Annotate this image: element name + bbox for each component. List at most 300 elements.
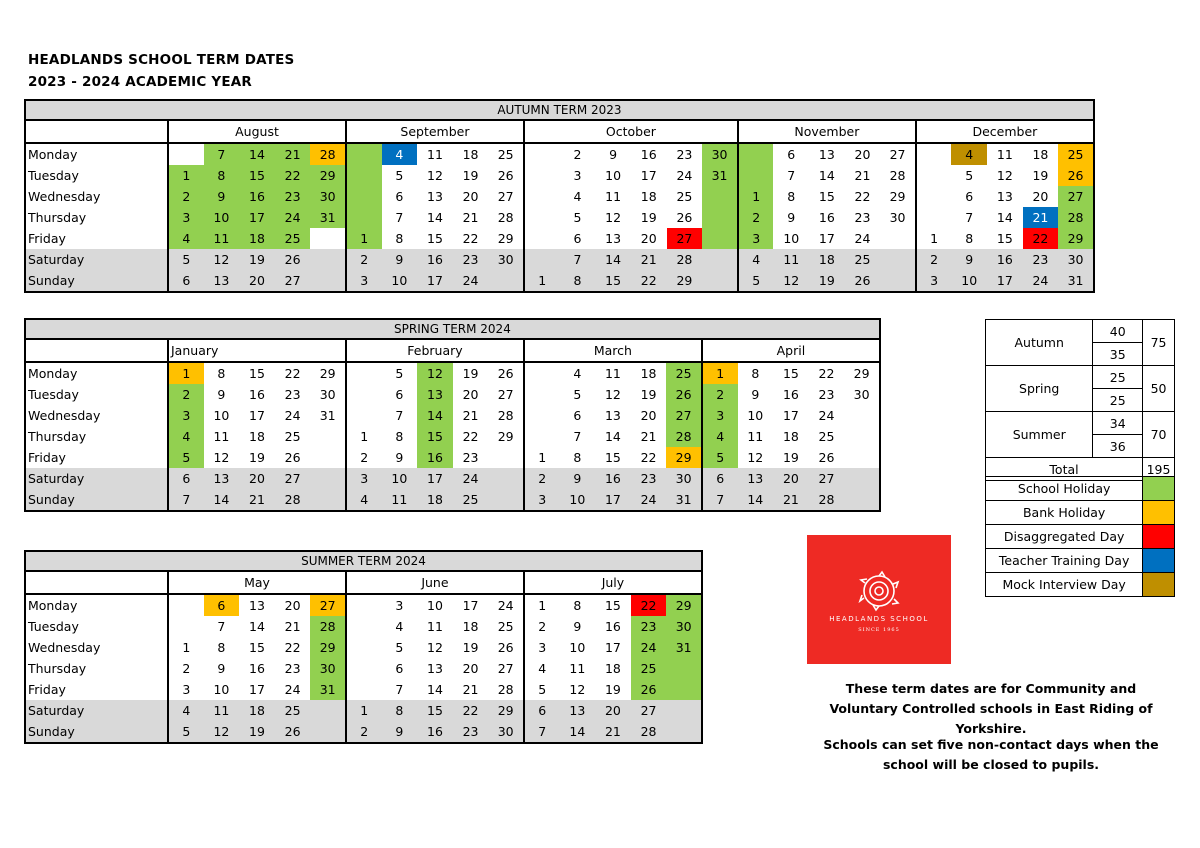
date-cell: 25 bbox=[1058, 143, 1094, 165]
date-cell: 1 bbox=[524, 447, 560, 468]
date-cell: 31 bbox=[702, 165, 738, 186]
date-cell: 23 bbox=[676, 147, 693, 162]
date-cell: 5 bbox=[395, 168, 404, 183]
date-cell: 2 bbox=[346, 249, 382, 270]
date-cell: 30 bbox=[1058, 249, 1094, 270]
date-cell: 24 bbox=[1023, 270, 1059, 292]
date-cell: 9 bbox=[395, 450, 404, 465]
date-cell: 23 bbox=[462, 450, 479, 465]
date-cell: 29 bbox=[497, 231, 514, 246]
date-cell: 22 bbox=[640, 450, 657, 465]
date-cell: 7 bbox=[168, 489, 204, 511]
month-label: June bbox=[346, 571, 524, 594]
date-cell bbox=[346, 362, 382, 384]
date-cell: 8 bbox=[573, 598, 582, 613]
date-cell: 14 bbox=[427, 210, 443, 225]
date-cell: 20 bbox=[640, 231, 657, 246]
date-cell bbox=[524, 426, 560, 447]
key-label: Mock Interview Day bbox=[986, 573, 1143, 597]
key-swatch bbox=[1143, 501, 1175, 525]
date-cell bbox=[488, 489, 524, 511]
date-cell: 3 bbox=[524, 637, 560, 658]
date-cell: 28 bbox=[667, 249, 703, 270]
month-label: November bbox=[738, 120, 916, 143]
date-cell: 21 bbox=[631, 249, 667, 270]
date-cell: 29 bbox=[666, 447, 702, 468]
date-cell: 4 bbox=[738, 249, 774, 270]
date-cell: 24 bbox=[284, 682, 301, 697]
day-label: Thursday bbox=[25, 426, 168, 447]
day-label: Sunday bbox=[25, 489, 168, 511]
day-label: Saturday bbox=[25, 700, 168, 721]
date-cell: 16 bbox=[640, 147, 657, 162]
date-cell: 22 bbox=[1023, 228, 1059, 249]
date-cell: 23 bbox=[284, 387, 301, 402]
date-cell: 30 bbox=[889, 210, 906, 225]
date-cell: 29 bbox=[1058, 228, 1094, 249]
date-cell: 27 bbox=[631, 700, 667, 721]
date-cell: 29 bbox=[310, 637, 346, 658]
date-cell: 11 bbox=[605, 189, 622, 204]
date-cell: 27 bbox=[1058, 186, 1094, 207]
date-cell: 25 bbox=[845, 249, 881, 270]
date-cell bbox=[168, 143, 204, 165]
term-title: SPRING TERM 2024 bbox=[25, 319, 880, 339]
month-label: March bbox=[524, 339, 702, 362]
date-cell: 31 bbox=[1058, 270, 1094, 292]
summary-summer-first-half: 34 bbox=[1093, 412, 1143, 435]
summary-autumn-second-half: 35 bbox=[1093, 343, 1143, 366]
date-cell: 12 bbox=[996, 168, 1013, 183]
date-cell bbox=[346, 165, 382, 186]
date-cell: 15 bbox=[427, 231, 443, 246]
date-cell: 4 bbox=[382, 143, 418, 165]
summary-spring-first-half: 25 bbox=[1093, 366, 1143, 389]
date-cell bbox=[916, 165, 952, 186]
date-cell: 5 bbox=[702, 447, 738, 468]
date-cell: 18 bbox=[462, 619, 479, 634]
date-cell: 20 bbox=[462, 661, 479, 676]
date-cell: 1 bbox=[738, 186, 774, 207]
date-cell: 25 bbox=[676, 189, 693, 204]
date-cell bbox=[880, 228, 916, 249]
summer-term-calendar bbox=[24, 550, 703, 744]
date-cell: 28 bbox=[1058, 207, 1094, 228]
date-cell: 18 bbox=[417, 489, 453, 511]
date-cell: 7 bbox=[560, 249, 596, 270]
date-cell: 23 bbox=[631, 468, 667, 489]
date-cell: 24 bbox=[631, 489, 667, 511]
date-cell: 19 bbox=[249, 450, 265, 465]
date-cell: 4 bbox=[395, 619, 404, 634]
date-cell: 13 bbox=[249, 598, 265, 613]
date-cell: 20 bbox=[773, 468, 809, 489]
date-cell: 15 bbox=[604, 450, 621, 465]
date-cell: 14 bbox=[204, 489, 240, 511]
date-cell: 29 bbox=[666, 594, 702, 616]
date-cell: 31 bbox=[319, 408, 336, 423]
day-label: Wednesday bbox=[25, 637, 168, 658]
date-cell: 1 bbox=[346, 700, 382, 721]
date-cell: 11 bbox=[604, 366, 621, 381]
date-cell: 17 bbox=[640, 168, 657, 183]
date-cell: 4 bbox=[524, 658, 560, 679]
date-cell: 4 bbox=[168, 228, 204, 249]
logo-since: SINCE 1965 bbox=[858, 627, 900, 633]
date-cell: 7 bbox=[204, 143, 240, 165]
date-cell: 27 bbox=[809, 468, 845, 489]
date-cell: 11 bbox=[204, 700, 240, 721]
date-cell bbox=[346, 679, 382, 700]
date-cell: 5 bbox=[524, 679, 560, 700]
date-cell: 28 bbox=[310, 616, 346, 637]
key-label: Teacher Training Day bbox=[986, 549, 1143, 573]
date-cell: 26 bbox=[666, 384, 702, 405]
date-cell: 29 bbox=[889, 189, 906, 204]
date-cell bbox=[916, 207, 952, 228]
date-cell: 19 bbox=[239, 249, 275, 270]
date-cell: 18 bbox=[640, 366, 657, 381]
date-cell: 21 bbox=[275, 143, 311, 165]
date-cell bbox=[702, 270, 738, 292]
date-cell: 21 bbox=[854, 168, 871, 183]
date-cell: 27 bbox=[497, 387, 514, 402]
month-label: October bbox=[524, 120, 738, 143]
date-cell: 20 bbox=[462, 387, 479, 402]
date-cell: 19 bbox=[809, 270, 845, 292]
date-cell: 30 bbox=[844, 384, 880, 405]
date-cell: 12 bbox=[605, 210, 622, 225]
month-label: February bbox=[346, 339, 524, 362]
page-title: HEADLANDS SCHOOL TERM DATES bbox=[28, 52, 295, 68]
date-cell: 7 bbox=[524, 721, 560, 743]
day-label: Friday bbox=[25, 679, 168, 700]
date-cell: 14 bbox=[427, 682, 443, 697]
date-cell: 1 bbox=[524, 594, 560, 616]
date-cell: 1 bbox=[168, 362, 204, 384]
date-cell: 16 bbox=[417, 721, 453, 743]
date-cell: 11 bbox=[213, 429, 230, 444]
logo-school-name: HEADLANDS SCHOOL bbox=[829, 615, 929, 623]
date-cell bbox=[666, 700, 702, 721]
date-cell: 25 bbox=[275, 228, 311, 249]
date-cell: 9 bbox=[382, 249, 418, 270]
date-cell: 25 bbox=[497, 619, 514, 634]
date-cell: 4 bbox=[573, 366, 582, 381]
date-cell: 23 bbox=[1023, 249, 1059, 270]
date-cell: 30 bbox=[319, 387, 336, 402]
community-schools-note: These term dates are for Community and Voluntary Controlled schools in East Riding of Yorkshire. bbox=[829, 681, 1153, 736]
date-cell bbox=[524, 186, 560, 207]
blank-cell bbox=[25, 571, 168, 594]
date-cell: 25 bbox=[284, 429, 301, 444]
summary-summer-label: Summer bbox=[986, 412, 1093, 458]
date-cell: 23 bbox=[453, 249, 489, 270]
date-cell: 19 bbox=[782, 450, 799, 465]
date-cell: 6 bbox=[395, 189, 404, 204]
date-cell: 28 bbox=[497, 682, 514, 697]
academic-year-title: 2023 - 2024 ACADEMIC YEAR bbox=[28, 74, 252, 90]
date-cell: 14 bbox=[818, 168, 835, 183]
date-cell: 16 bbox=[417, 447, 453, 468]
date-cell: 21 bbox=[462, 408, 479, 423]
date-cell: 4 bbox=[346, 489, 382, 511]
date-cell: 3 bbox=[395, 598, 404, 613]
date-cell: 12 bbox=[427, 168, 443, 183]
date-cell: 15 bbox=[595, 270, 631, 292]
date-cell bbox=[702, 249, 738, 270]
date-cell: 13 bbox=[204, 468, 240, 489]
date-cell bbox=[346, 143, 382, 165]
date-cell: 19 bbox=[462, 168, 479, 183]
date-cell: 10 bbox=[427, 598, 443, 613]
date-cell: 26 bbox=[284, 450, 301, 465]
date-cell bbox=[524, 362, 560, 384]
date-cell: 20 bbox=[854, 147, 871, 162]
date-cell bbox=[310, 468, 346, 489]
date-cell bbox=[524, 143, 560, 165]
date-cell: 15 bbox=[239, 165, 275, 186]
date-cell: 26 bbox=[1058, 165, 1094, 186]
date-cell bbox=[702, 207, 738, 228]
date-cell: 29 bbox=[497, 429, 514, 444]
date-cell: 30 bbox=[702, 143, 738, 165]
date-cell: 11 bbox=[427, 619, 443, 634]
date-cell: 28 bbox=[310, 143, 346, 165]
date-cell: 15 bbox=[818, 189, 835, 204]
date-cell: 8 bbox=[573, 450, 582, 465]
key-swatch bbox=[1143, 573, 1175, 597]
date-cell: 21 bbox=[462, 682, 479, 697]
colour-key bbox=[985, 476, 1175, 597]
date-cell: 6 bbox=[965, 189, 974, 204]
date-cell: 16 bbox=[604, 619, 621, 634]
date-cell: 19 bbox=[604, 682, 621, 697]
date-cell: 12 bbox=[427, 640, 443, 655]
date-cell: 26 bbox=[631, 679, 667, 700]
date-cell: 10 bbox=[213, 682, 230, 697]
key-swatch bbox=[1143, 549, 1175, 573]
date-cell: 19 bbox=[462, 640, 479, 655]
date-cell: 14 bbox=[239, 143, 275, 165]
date-cell bbox=[488, 447, 524, 468]
date-cell: 25 bbox=[666, 362, 702, 384]
date-cell: 16 bbox=[595, 468, 631, 489]
date-cell: 13 bbox=[996, 189, 1013, 204]
date-cell: 9 bbox=[951, 249, 987, 270]
date-cell: 8 bbox=[217, 366, 226, 381]
date-cell bbox=[916, 143, 952, 165]
day-label: Monday bbox=[25, 594, 168, 616]
date-cell: 8 bbox=[965, 231, 974, 246]
date-cell: 24 bbox=[631, 637, 667, 658]
date-cell bbox=[168, 594, 204, 616]
date-cell bbox=[310, 270, 346, 292]
summary-summer-total: 70 bbox=[1143, 412, 1175, 458]
date-cell: 12 bbox=[569, 682, 586, 697]
date-cell bbox=[844, 447, 880, 468]
date-cell: 22 bbox=[631, 270, 667, 292]
date-cell: 22 bbox=[453, 700, 489, 721]
date-cell: 6 bbox=[395, 387, 404, 402]
date-cell bbox=[880, 249, 916, 270]
date-cell bbox=[524, 207, 560, 228]
date-cell: 9 bbox=[751, 387, 760, 402]
date-cell: 2 bbox=[346, 447, 382, 468]
date-cell: 13 bbox=[604, 408, 621, 423]
day-label: Friday bbox=[25, 447, 168, 468]
date-cell: 17 bbox=[249, 682, 265, 697]
date-cell: 25 bbox=[818, 429, 835, 444]
date-cell bbox=[524, 228, 560, 249]
month-label: May bbox=[168, 571, 346, 594]
date-cell: 27 bbox=[497, 189, 514, 204]
day-label: Friday bbox=[25, 228, 168, 249]
date-cell bbox=[524, 384, 560, 405]
date-cell: 2 bbox=[738, 207, 774, 228]
date-cell: 24 bbox=[453, 270, 489, 292]
date-cell: 15 bbox=[996, 231, 1013, 246]
date-cell bbox=[310, 426, 346, 447]
date-cell: 21 bbox=[773, 489, 809, 511]
date-cell: 18 bbox=[1032, 147, 1049, 162]
date-cell bbox=[844, 468, 880, 489]
date-cell: 21 bbox=[239, 489, 275, 511]
date-cell: 7 bbox=[395, 682, 404, 697]
date-cell: 8 bbox=[395, 231, 404, 246]
date-cell: 13 bbox=[738, 468, 774, 489]
day-label: Saturday bbox=[25, 468, 168, 489]
date-cell: 24 bbox=[818, 408, 835, 423]
day-label: Monday bbox=[25, 362, 168, 384]
date-cell: 7 bbox=[395, 210, 404, 225]
date-cell: 16 bbox=[782, 387, 799, 402]
date-cell bbox=[702, 186, 738, 207]
date-cell: 18 bbox=[782, 429, 799, 444]
date-cell: 19 bbox=[462, 366, 479, 381]
date-cell bbox=[346, 594, 382, 616]
date-cell: 17 bbox=[249, 408, 265, 423]
date-cell: 7 bbox=[965, 210, 974, 225]
date-cell: 28 bbox=[275, 489, 311, 511]
date-cell: 21 bbox=[462, 210, 479, 225]
date-cell bbox=[666, 721, 702, 743]
date-cell: 11 bbox=[996, 147, 1013, 162]
date-cell: 4 bbox=[168, 700, 204, 721]
date-cell: 3 bbox=[573, 168, 582, 183]
date-cell: 4 bbox=[168, 426, 204, 447]
date-cell bbox=[346, 658, 382, 679]
date-cell: 14 bbox=[604, 429, 621, 444]
date-cell: 14 bbox=[417, 405, 453, 426]
date-cell: 28 bbox=[809, 489, 845, 511]
date-cell: 25 bbox=[497, 147, 514, 162]
date-cell: 17 bbox=[987, 270, 1023, 292]
date-cell: 16 bbox=[239, 186, 275, 207]
date-cell bbox=[880, 270, 916, 292]
date-cell: 8 bbox=[382, 700, 418, 721]
day-label: Tuesday bbox=[25, 616, 168, 637]
date-cell: 1 bbox=[168, 637, 204, 658]
date-cell: 29 bbox=[844, 362, 880, 384]
month-label: April bbox=[702, 339, 880, 362]
summary-autumn-total: 75 bbox=[1143, 320, 1175, 366]
date-cell: 6 bbox=[573, 408, 582, 423]
date-cell: 23 bbox=[284, 661, 301, 676]
date-cell: 24 bbox=[275, 207, 311, 228]
date-cell: 22 bbox=[462, 429, 479, 444]
term-days-summary bbox=[985, 319, 1175, 481]
date-cell: 9 bbox=[573, 619, 582, 634]
rose-crest-icon bbox=[807, 535, 951, 664]
date-cell bbox=[346, 616, 382, 637]
date-cell: 28 bbox=[889, 168, 906, 183]
date-cell: 5 bbox=[168, 249, 204, 270]
date-cell: 8 bbox=[751, 366, 760, 381]
date-cell: 13 bbox=[427, 189, 443, 204]
date-cell: 18 bbox=[249, 429, 265, 444]
date-cell bbox=[346, 186, 382, 207]
date-cell: 6 bbox=[573, 231, 582, 246]
day-label: Sunday bbox=[25, 721, 168, 743]
autumn-term-calendar bbox=[24, 99, 1095, 293]
date-cell: 27 bbox=[667, 228, 703, 249]
date-cell: 27 bbox=[666, 405, 702, 426]
date-cell: 14 bbox=[249, 619, 265, 634]
date-cell bbox=[738, 143, 774, 165]
date-cell: 28 bbox=[497, 408, 514, 423]
term-title: SUMMER TERM 2024 bbox=[25, 551, 702, 571]
date-cell: 13 bbox=[605, 231, 622, 246]
blank-cell bbox=[25, 120, 168, 143]
date-cell bbox=[916, 186, 952, 207]
date-cell: 24 bbox=[676, 168, 693, 183]
date-cell: 11 bbox=[747, 429, 764, 444]
day-label: Thursday bbox=[25, 658, 168, 679]
month-label: December bbox=[916, 120, 1094, 143]
date-cell: 20 bbox=[284, 598, 301, 613]
date-cell: 7 bbox=[702, 489, 738, 511]
date-cell: 10 bbox=[569, 640, 586, 655]
blank-cell bbox=[25, 339, 168, 362]
date-cell: 2 bbox=[168, 658, 204, 679]
date-cell: 8 bbox=[395, 429, 404, 444]
date-cell: 18 bbox=[640, 189, 657, 204]
date-cell: 30 bbox=[488, 721, 524, 743]
date-cell: 10 bbox=[747, 408, 764, 423]
date-cell: 30 bbox=[310, 186, 346, 207]
summary-summer-second-half: 36 bbox=[1093, 435, 1143, 458]
date-cell: 13 bbox=[204, 270, 240, 292]
date-cell bbox=[310, 447, 346, 468]
date-cell: 12 bbox=[747, 450, 764, 465]
date-cell: 13 bbox=[427, 661, 443, 676]
date-cell: 16 bbox=[249, 661, 265, 676]
date-cell: 2 bbox=[168, 186, 204, 207]
date-cell: 15 bbox=[604, 598, 621, 613]
summary-spring-total: 50 bbox=[1143, 366, 1175, 412]
date-cell: 5 bbox=[573, 210, 582, 225]
date-cell: 3 bbox=[346, 270, 382, 292]
date-cell: 8 bbox=[204, 165, 240, 186]
date-cell bbox=[666, 658, 702, 679]
date-cell bbox=[346, 405, 382, 426]
date-cell: 26 bbox=[497, 640, 514, 655]
date-cell: 9 bbox=[217, 661, 226, 676]
date-cell: 14 bbox=[595, 249, 631, 270]
date-cell: 10 bbox=[204, 207, 240, 228]
date-cell: 25 bbox=[631, 658, 667, 679]
